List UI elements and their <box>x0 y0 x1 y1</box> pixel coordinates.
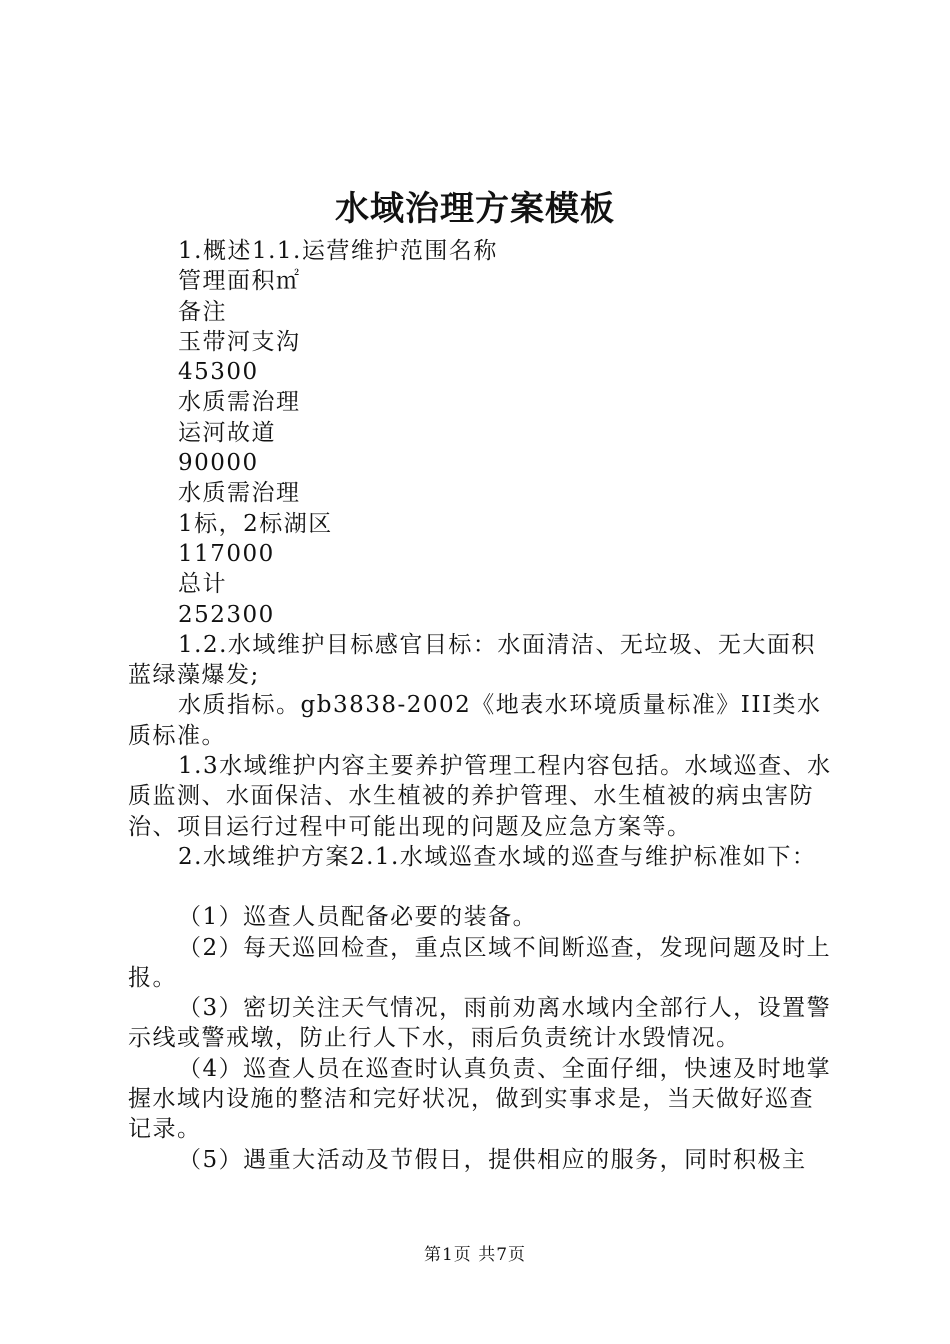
paragraph: 1.2.水域维护目标感官目标：水面清洁、无垃圾、无大面积蓝绿藻爆发; <box>128 631 816 689</box>
list-item: （2）每天巡回检查，重点区域不间断巡查，发现问题及时上报。 <box>128 934 832 991</box>
table-row: 运河故道 <box>178 419 276 446</box>
paragraph: 1.3水域维护内容主要养护管理工程内容包括。水域巡查、水质监测、水面保洁、水生植被的养护管理、水生植被的病虫害防治、项目运行过程中可能出现的问题及应急方案等。 <box>128 753 832 840</box>
table-row: 1.概述1.1.运营维护范围名称 <box>178 238 498 264</box>
table-row: 117000 <box>178 540 275 567</box>
table-row: 备注 <box>178 298 227 325</box>
list-item: （4）巡查人员在巡查时认真负责、全面仔细，快速及时地掌握水域内设施的整洁和完好状况，做到实事求是，当天做好巡查记录。 <box>128 1055 832 1143</box>
table-row: 管理面积㎡ <box>178 268 301 295</box>
table-row: 水质需治理 <box>178 389 301 416</box>
blank-line <box>128 872 832 902</box>
paragraph: 水质指标。gb3838-2002《地表水环境质量标准》III类水质标准。 <box>128 692 822 749</box>
table-row: 90000 <box>178 450 259 477</box>
table-row: 水质需治理 <box>178 480 301 507</box>
table-row: 45300 <box>178 359 259 386</box>
table-row: 1标，2标湖区 <box>178 510 333 537</box>
list-item: （5）遇重大活动及节假日，提供相应的服务，同时积极主 <box>178 1146 807 1173</box>
table-row: 总计 <box>178 571 227 598</box>
list-item: （1）巡查人员配备必要的装备。 <box>178 904 538 931</box>
document-title: 水域治理方案模板 <box>335 189 615 229</box>
document-body <box>128 236 832 1175</box>
page-footer: 第1页 共7页 <box>423 1245 527 1265</box>
table-row: 玉带河支沟 <box>178 328 301 355</box>
list-item: （3）密切关注天气情况，雨前劝离水域内全部行人，设置警示线或警戒墩，防止行人下水，雨后负责统计水毁情况。 <box>128 995 832 1052</box>
paragraph: 2.水域维护方案2.1.水域巡查水域的巡查与维护标准如下： <box>178 843 817 870</box>
table-row: 252300 <box>178 601 275 628</box>
